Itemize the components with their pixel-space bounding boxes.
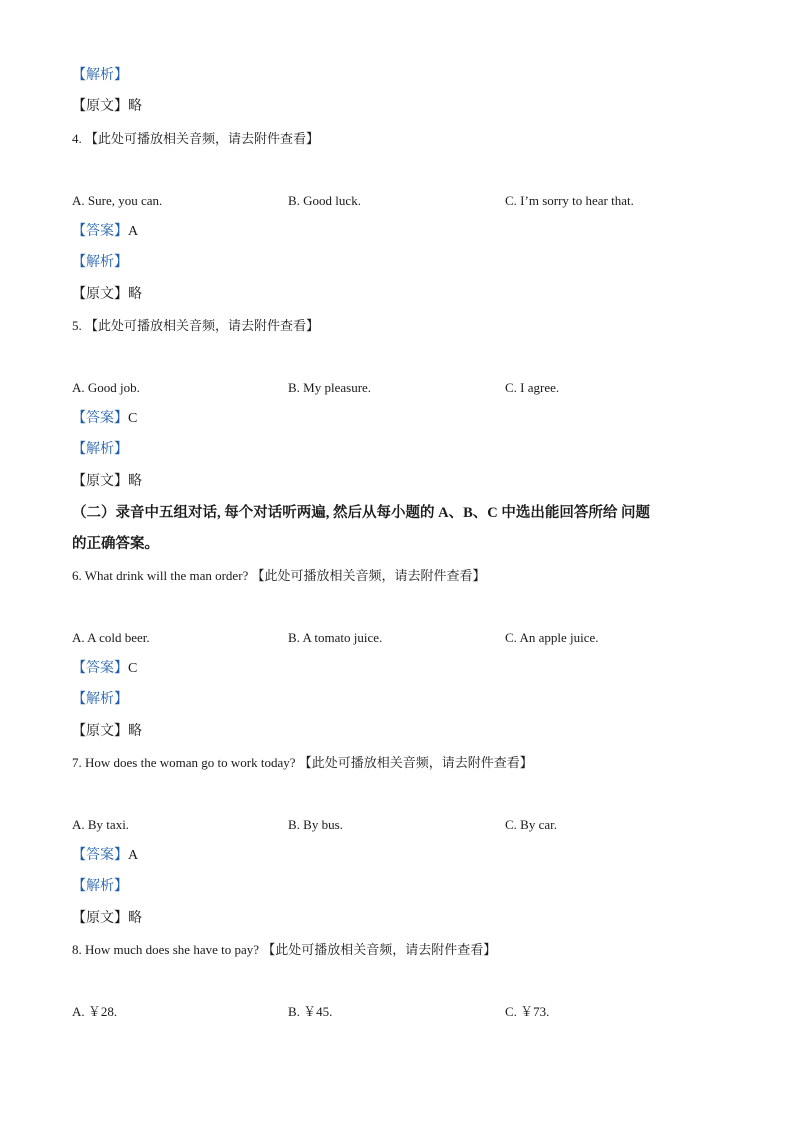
q4-option-c: C. I’m sorry to hear that. [505, 193, 634, 208]
q6-analysis-line [72, 690, 128, 710]
answer-tag: 【答案】 [72, 848, 128, 863]
analysis-tag: 【解析】 [72, 442, 128, 457]
q5-answer-value: C [128, 411, 138, 426]
q7-original-line [72, 909, 142, 929]
question-5-stem: 5. 【此处可播放相关音频，请去附件查看】 [72, 318, 320, 333]
q7-answer-value: A [128, 848, 139, 863]
original-tag: 【原文】 [72, 911, 128, 926]
original-tag: 【原文】 [72, 287, 128, 302]
question-6-stem: 6. What drink will the man order? 【此处可播放相关音频，请去附件查看】 [72, 568, 486, 583]
q5-original-line [72, 472, 142, 492]
original-value: 略 [128, 911, 142, 926]
q7-answer-line [72, 846, 138, 866]
q7-analysis-line [72, 877, 128, 897]
original-value: 略 [128, 287, 142, 302]
q5-option-c: C. I agree. [505, 380, 560, 395]
answer-tag: 【答案】 [72, 224, 128, 239]
q4-answer-value: A [128, 224, 139, 239]
q6-answer-value: C [128, 661, 138, 676]
original-value: 略 [128, 724, 142, 739]
q4-analysis-line [72, 253, 128, 273]
q5-analysis-line [72, 440, 128, 460]
q8-option-a: A. ￥28. [72, 1004, 118, 1019]
original-tag: 【原文】 [72, 474, 128, 489]
original-tag: 【原文】 [72, 724, 128, 739]
q7-option-b: B. By bus. [288, 817, 343, 832]
answer-tag: 【答案】 [72, 661, 128, 676]
original-value: 略 [128, 474, 142, 489]
section-2-heading-line-2: 的正确答案。 [72, 536, 159, 552]
original-text-line [72, 97, 142, 117]
q6-option-b: B. A tomato juice. [288, 630, 383, 645]
q6-option-a: A. A cold beer. [72, 630, 150, 645]
analysis-tag: 【解析】 [72, 879, 128, 894]
q7-option-a: A. By taxi. [72, 817, 130, 832]
q5-option-a: A. Good job. [72, 380, 140, 395]
q8-option-c: C. ￥73. [505, 1004, 550, 1019]
q8-option-b: B. ￥45. [288, 1004, 333, 1019]
question-8-stem: 8. How much does she have to pay? 【此处可播放相关音频，请去附件查看】 [72, 942, 497, 957]
question-7-stem: 7. How does the woman go to work today? 【此处可播放相关音频，请去附件查看】 [72, 755, 533, 770]
q5-option-b: B. My pleasure. [288, 380, 372, 395]
q4-option-b: B. Good luck. [288, 193, 361, 208]
q4-answer-line [72, 222, 138, 242]
answer-tag: 【答案】 [72, 411, 128, 426]
q6-option-c: C. An apple juice. [505, 630, 599, 645]
q7-option-c: C. By car. [505, 817, 557, 832]
q4-original-line [72, 285, 142, 305]
analysis-label [72, 66, 128, 86]
original-value: 略 [128, 99, 142, 114]
section-2-heading-line-1: （二）录音中五组对话, 每个对话听两遍, 然后从每小题的 A、B、C 中选出能回答所给 问题 [72, 505, 650, 521]
q6-original-line [72, 722, 142, 742]
analysis-tag: 【解析】 [72, 692, 128, 707]
original-tag: 【原文】 [72, 99, 128, 114]
q6-answer-line [72, 659, 137, 679]
q4-option-a: A. Sure, you can. [72, 193, 163, 208]
analysis-tag: 【解析】 [72, 255, 128, 270]
q5-answer-line [72, 409, 137, 429]
question-4-stem: 4. 【此处可播放相关音频，请去附件查看】 [72, 131, 320, 146]
analysis-tag: 【解析】 [72, 68, 128, 83]
